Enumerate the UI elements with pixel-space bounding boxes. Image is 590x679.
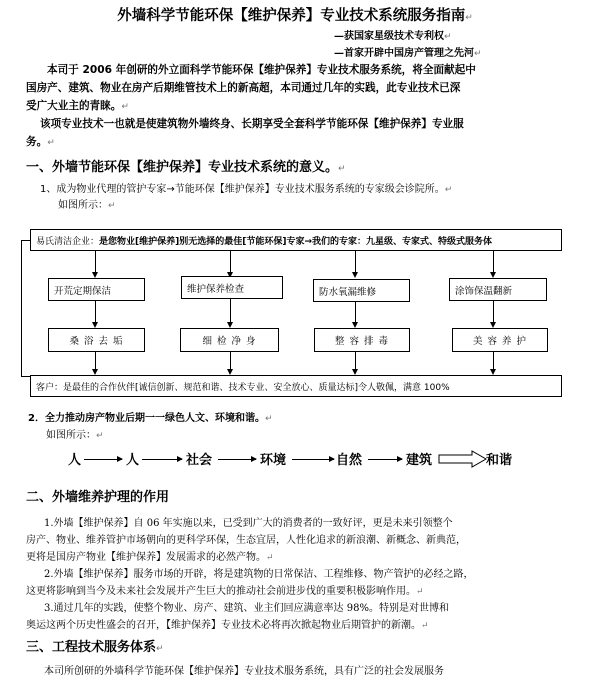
diagram-bottom-box: 客户：是最佳的合作伙伴[诚信创新、规范和谐、技术专业、安全放心、质量达标]令人敬佩，满意 100% — [30, 375, 562, 397]
flow-arrow — [84, 459, 122, 460]
diagram-box-detail-check: 细 检 净 身 — [180, 328, 279, 352]
section-heading: 一、外墙节能环保【维护保养】专业技术系统的意义。↵ — [26, 160, 346, 175]
diagram-box-beauty: 美 容 养 护 — [452, 328, 548, 352]
flow-block-arrow — [438, 450, 488, 468]
diagram-box-renovation: 涂饰保温翻新 — [449, 278, 547, 301]
section2-line: 这更将影响到当今及未来社会发展并产生巨大的推动社会前进步伐的重要积极影响作用。↵ — [26, 586, 424, 597]
section1-item2-note: 如图所示：↵ — [46, 430, 104, 441]
section1-item1: 1、成为物业代理的管护专家→节能环保【维护保养】专业技术服务系统的专家级会诊院所。↵ — [40, 184, 453, 195]
flow-word: 人 — [126, 453, 140, 468]
harmony-flow — [68, 448, 588, 470]
page-title: 外墙科学节能环保【维护保养】专业技术系统服务指南↵ — [117, 8, 473, 24]
intro-line: 本司于 2006 年创研的外立面科学节能环保【维护保养】专业技术服务系统，将全面献起中 — [47, 64, 476, 76]
section-heading: 二、外墙维养护理的作用 — [26, 490, 170, 505]
intro-line: 该项专业技术一也就是使建筑物外墙终身、长期享受全套科学节能环保【维护保养】专业服 — [40, 118, 464, 130]
section-heading: 三、工程技术服务体系↵ — [26, 640, 164, 655]
diagram-side-line — [21, 240, 22, 376]
diagram-box-inspection: 维护保养检查 — [181, 276, 283, 299]
section2-line: 更将是国房产物业【维护保养】发展需求的必然产物。↵ — [26, 552, 274, 563]
flow-word: 人 — [68, 453, 82, 468]
section1-item1-note: 如图所示：↵ — [58, 200, 116, 211]
subtitle-pioneer: —首家开辟中国房产管理之先河↵ — [334, 48, 482, 59]
section2-line: 1.外墙【维护保养】自 06 年实施以来，已受到广大的消费者的一致好评，更是未来引领整个 — [44, 518, 453, 529]
intro-line: 务。↵ — [26, 136, 55, 148]
section2-line: 2.外墙【维护保养】服务市场的开辟，将是建筑物的日常保洁、工程维修、物产管护的必经之路， — [44, 569, 474, 580]
flow-arrow — [368, 459, 402, 460]
intro-line: 国房产、建筑、物业在房产后期维管技术上的新高超，本司通过几年的实践，此专业技术已深 — [26, 82, 461, 94]
section2-line: 房产、物业、维养管护市场朝向的更科学环保，生态宜居，人性化追求的新浪潮、新概念、新典范， — [26, 535, 466, 546]
section2-line: 奥运这两个历史性盛会的召开，【维护保养】专业技术必将再次掀起物业后期管护的新潮。↵ — [26, 620, 429, 631]
diagram-box-waterproof: 防水氧漏维修 — [313, 279, 410, 302]
flow-arrow — [142, 459, 182, 460]
diagram-box-detox: 整 容 排 毒 — [314, 328, 410, 352]
flow-arrow — [218, 459, 256, 460]
intro-line: 受广大业主的青睐。↵ — [26, 100, 129, 112]
flow-word: 环境 — [260, 453, 287, 468]
section2-line: 3.通过几年的实践，使整个物业、房产、建筑、业主们回应满意率达 98%。特别是对世博和 — [44, 603, 449, 614]
flow-arrow — [292, 459, 334, 460]
diagram-box-bath: 桑 浴 去 垢 — [48, 328, 145, 352]
diagram-box-cleaning: 开荒定期保洁 — [48, 278, 145, 301]
flow-word: 自然 — [336, 453, 363, 468]
flow-word: 和谐 — [486, 453, 513, 468]
subtitle-patent: —获国家星级技术专利权↵ — [334, 31, 452, 42]
diagram-top-box: 易氏清洁企业： 是您物业[维护保养]别无选择的最佳[节能环保]专家→我们的专家：九星级、专家式、特级式服务体 — [30, 229, 562, 251]
section3-line: 本司所创研的外墙科学节能环保【维护保养】专业技术服务系统，具有广泛的社会发展服务 — [44, 666, 444, 677]
section1-item2: 2．全力推动房产物业后期一一绿色人文、环境和谐。↵ — [28, 413, 273, 424]
flow-word: 社会 — [186, 453, 213, 468]
flow-word: 建筑 — [406, 453, 433, 468]
